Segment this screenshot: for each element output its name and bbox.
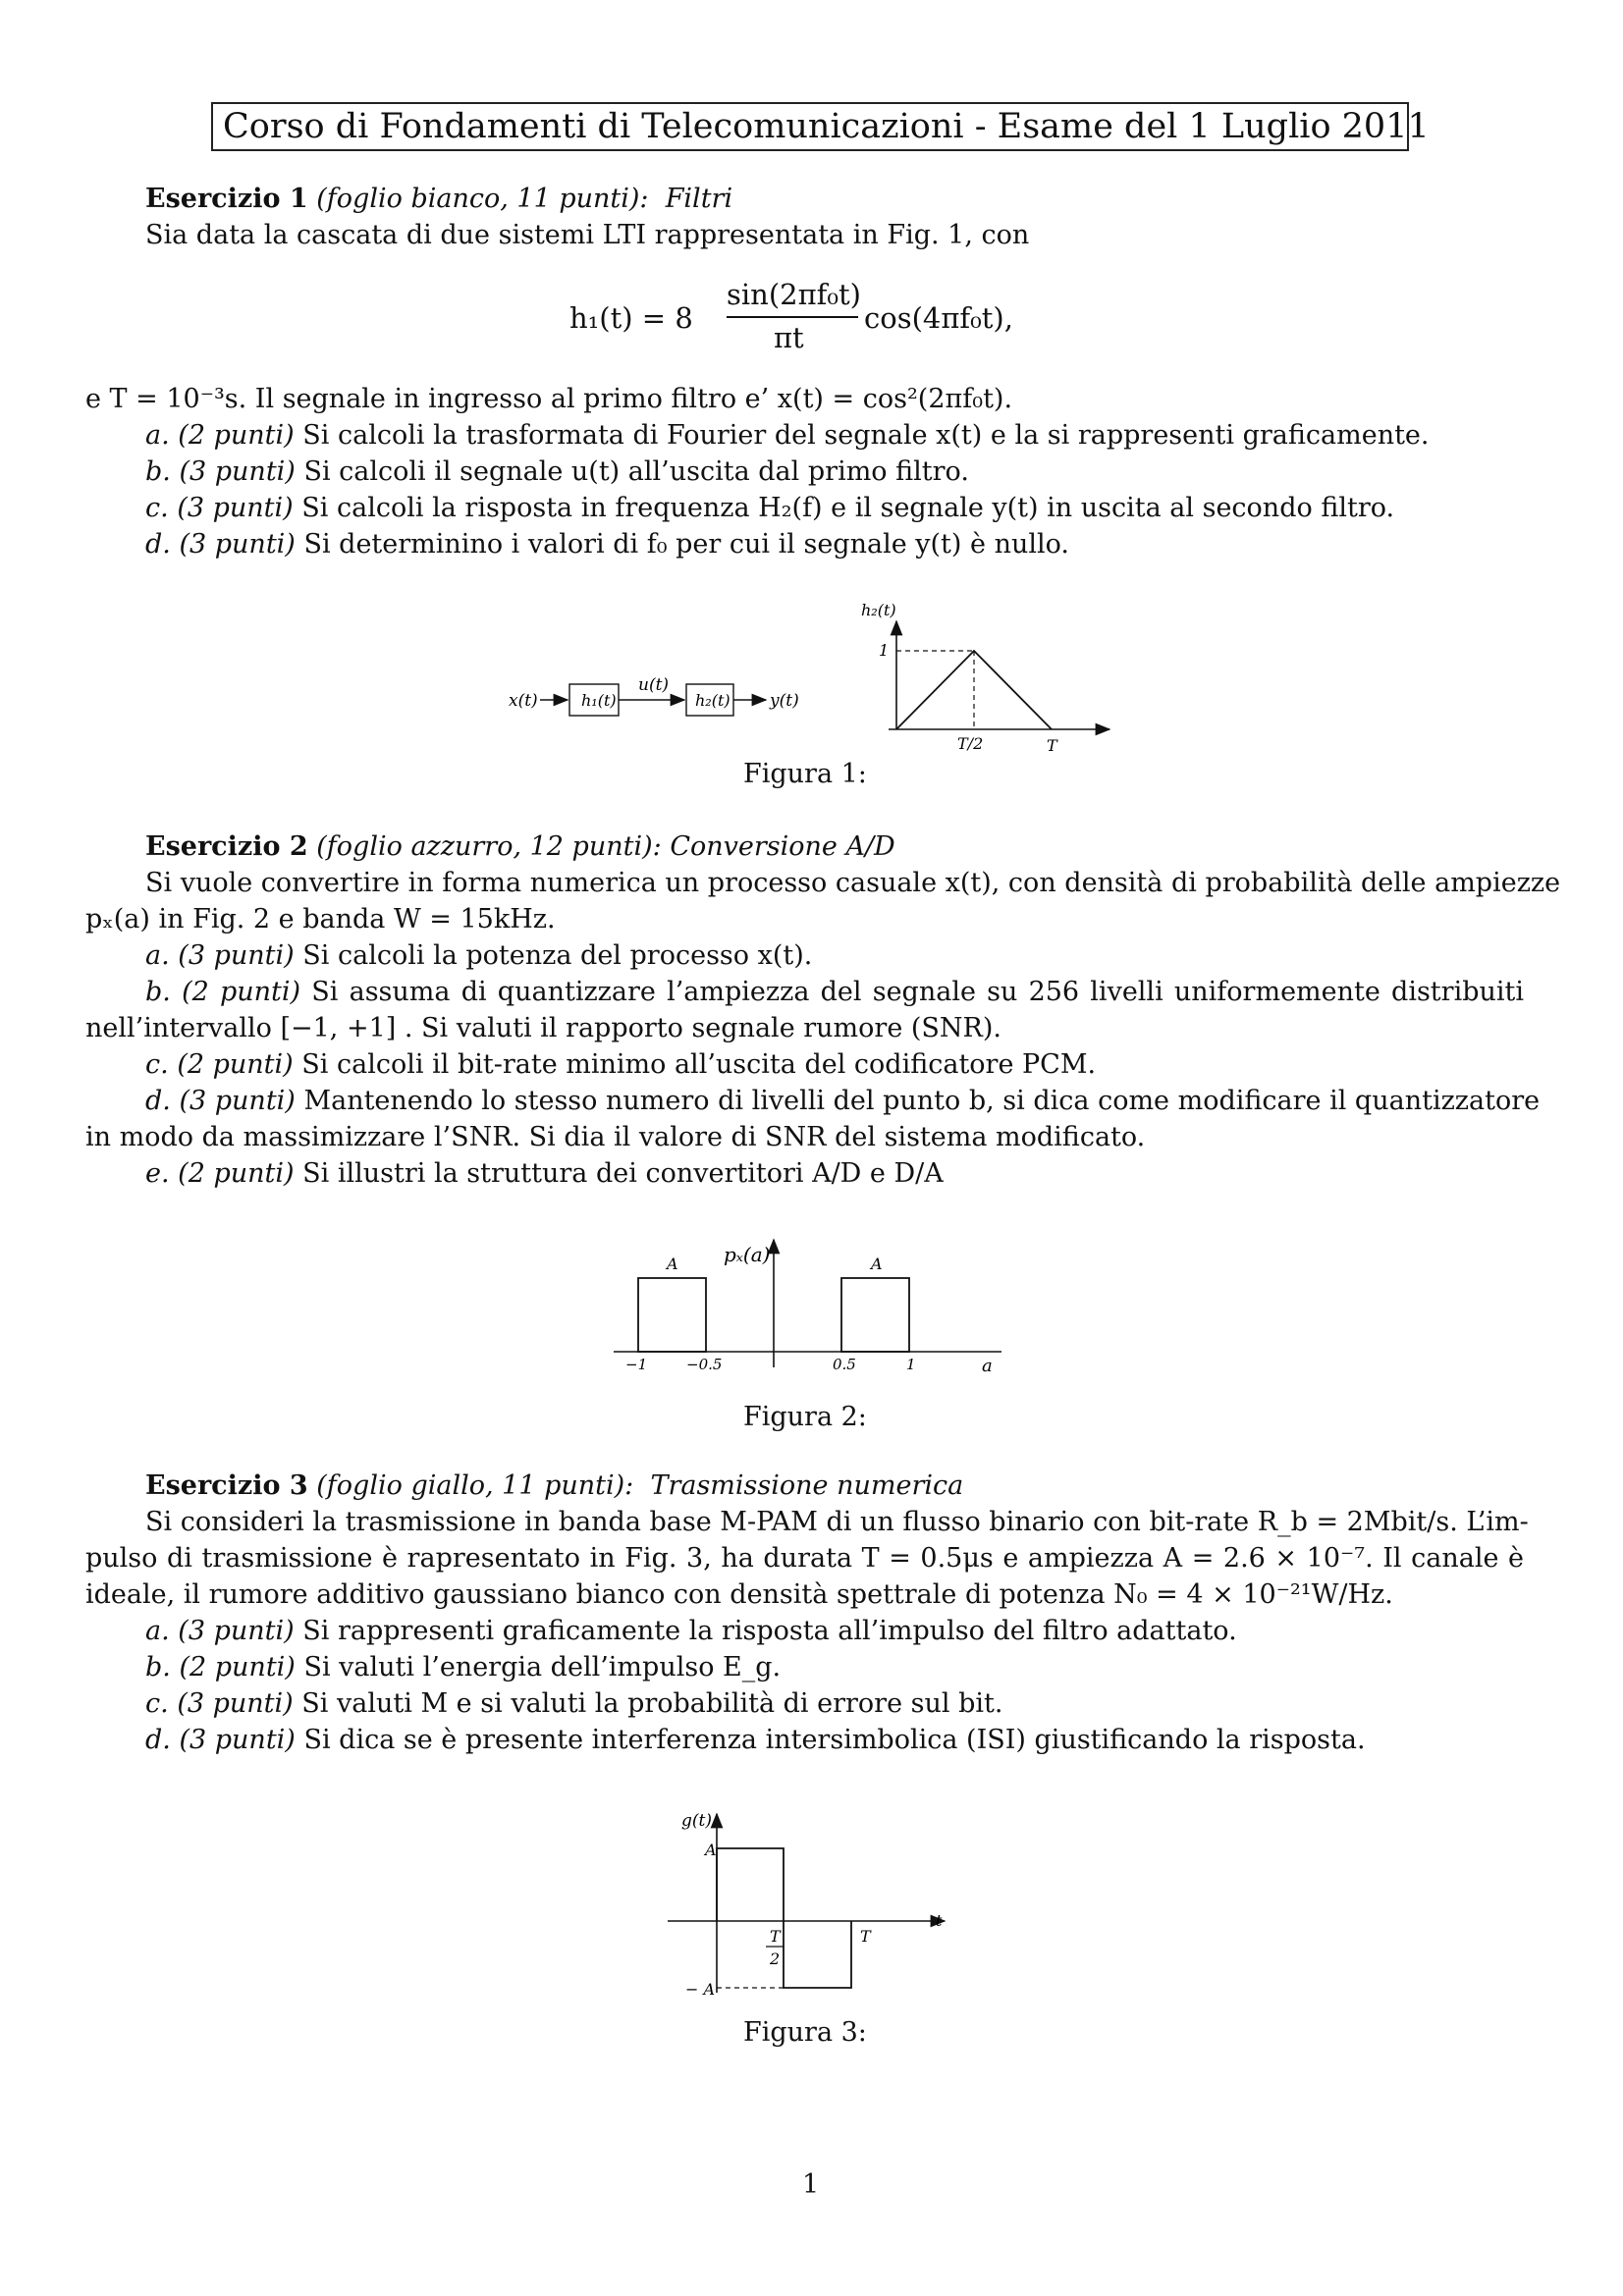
formula-rhs: cos(4πf₀t), bbox=[864, 301, 1013, 335]
item-points: (3 punti) bbox=[179, 1725, 296, 1755]
exercise-2-topic: Conversione A/D bbox=[670, 831, 895, 862]
formula-denominator: πt bbox=[774, 321, 804, 354]
figure-3-caption: Figura 3: bbox=[743, 2017, 867, 2048]
item-points: (3 punti) bbox=[177, 493, 294, 523]
item-text: Si dica se è presente interferenza intersimbolica (ISI) giustificando la risposta. bbox=[303, 1725, 1366, 1755]
exercise-1-item-b bbox=[145, 454, 969, 490]
h1-formula bbox=[569, 280, 1080, 368]
exercise-2-intro-line-2: pₓ(a) in Fig. 2 e banda W = 15kHz. bbox=[85, 904, 556, 934]
page-number: 1 bbox=[802, 2169, 820, 2200]
exercise-3-label: Esercizio 3 bbox=[145, 1470, 308, 1501]
figure-3 bbox=[668, 1806, 962, 2002]
fig2-tick-p1: 1 bbox=[906, 1356, 916, 1373]
fig2-tick-m1: −1 bbox=[625, 1356, 648, 1373]
item-text: Si rappresenti graficamente la risposta all’impulso del filtro adattato. bbox=[302, 1616, 1237, 1646]
exercise-2-item-c bbox=[145, 1047, 1096, 1083]
fig2-tick-m05: −0.5 bbox=[686, 1356, 723, 1373]
exercise-3-item-c bbox=[145, 1686, 1002, 1722]
exercise-1-after-formula: e T = 10⁻³s. Il segnale in ingresso al primo filtro e’ x(t) = cos²(2πf₀t). bbox=[85, 384, 1013, 414]
exercise-3-intro-line-1: Si consideri la trasmissione in banda base M-PAM di un flusso binario con bit-rate R_b = 2Mbit/s. L’im- bbox=[145, 1507, 1529, 1537]
fig2-tick-p05: 0.5 bbox=[833, 1356, 856, 1373]
item-points: (3 punti) bbox=[179, 529, 296, 560]
item-text: Si calcoli la potenza del processo x(t). bbox=[302, 940, 813, 971]
item-points: (2 punti) bbox=[178, 1158, 295, 1189]
fig1-h2-axis-label: h₂(t) bbox=[861, 601, 896, 619]
item-points: (3 punti) bbox=[178, 940, 295, 971]
exercise-3-topic: Trasmissione numerica bbox=[650, 1470, 964, 1501]
item-letter: c. bbox=[145, 493, 169, 523]
exercise-3-intro-line-2: pulso di trasmissione è rapresentato in Fig. 3, ha durata T = 0.5μs e ampiezza A = 2.6 × 10⁻⁷. Il canale è bbox=[85, 1543, 1524, 1574]
fig3-T-half-num: T bbox=[770, 1927, 781, 1946]
fig3-A-label: A bbox=[705, 1841, 717, 1859]
item-points: (3 punti) bbox=[177, 1688, 294, 1719]
exercise-1-item-c bbox=[145, 491, 1394, 526]
item-text: Si determinino i valori di f₀ per cui il segnale y(t) è nullo. bbox=[303, 529, 1069, 560]
item-text: Si assuma di quantizzare l’ampiezza del segnale su 256 livelli uniformemente distribuiti bbox=[311, 977, 1524, 1007]
fig2-right-rect bbox=[841, 1278, 909, 1352]
exercise-2-item-b-line-1 bbox=[145, 975, 1524, 1010]
item-letter: e. bbox=[145, 1158, 170, 1189]
item-points: (3 punti) bbox=[179, 1086, 296, 1116]
item-letter: d. bbox=[145, 1086, 171, 1116]
fig1-h2-label: h₂(t) bbox=[695, 691, 730, 710]
fig3-pulse bbox=[717, 1848, 851, 1988]
exercise-2-intro-line-1: Si vuole convertire in forma numerica un processo casuale x(t), con densità di probabilità delle ampiezze bbox=[145, 868, 1561, 898]
exercise-3-item-a bbox=[145, 1614, 1237, 1649]
exercise-1-label: Esercizio 1 bbox=[145, 184, 308, 214]
item-letter: b. bbox=[145, 977, 171, 1007]
item-letter: a. bbox=[145, 1616, 170, 1646]
exercise-1-meta: (foglio bianco, 11 punti): bbox=[316, 184, 649, 214]
exercise-2-item-b-line-2: nell’intervallo [−1, +1] . Si valuti il rapporto segnale rumore (SNR). bbox=[85, 1013, 1001, 1043]
figure-1-caption: Figura 1: bbox=[743, 759, 867, 789]
item-text: Si calcoli la trasformata di Fourier del segnale x(t) e la si rappresenti graficamente. bbox=[302, 420, 1430, 451]
item-text: Mantenendo lo stesso numero di livelli del punto b, si dica come modificare il quantizzatore bbox=[303, 1086, 1541, 1116]
fig2-left-rect bbox=[638, 1278, 706, 1352]
fraction-bar bbox=[727, 316, 858, 318]
exercise-2-meta: (foglio azzurro, 12 punti): bbox=[316, 831, 662, 862]
fig1-one-label: 1 bbox=[879, 641, 890, 660]
fig2-left-A: A bbox=[667, 1255, 678, 1273]
item-letter: d. bbox=[145, 1725, 171, 1755]
item-points: (2 punti) bbox=[179, 1652, 296, 1682]
page-title-text: Corso di Fondamenti di Telecomunicazioni - Esame del 1 Luglio 2011 bbox=[223, 107, 1430, 146]
exercise-2-heading bbox=[145, 829, 895, 865]
exercise-3-item-d bbox=[145, 1723, 1366, 1758]
figure-1 bbox=[491, 594, 1119, 771]
fig1-y-label: y(t) bbox=[770, 691, 799, 711]
exercise-2-item-a bbox=[145, 938, 812, 974]
figure-2 bbox=[604, 1232, 1016, 1379]
page-title bbox=[211, 102, 1430, 151]
fig3-mA-label: − A bbox=[685, 1980, 716, 1999]
item-letter: a. bbox=[145, 420, 170, 451]
item-letter: c. bbox=[145, 1688, 169, 1719]
fig1-t-half-label: T/2 bbox=[957, 734, 984, 753]
item-text: Si calcoli il segnale u(t) all’uscita dal primo filtro. bbox=[303, 456, 969, 487]
exercise-2-item-d-line-2: in modo da massimizzare l’SNR. Si dia il valore di SNR del sistema modificato. bbox=[85, 1122, 1146, 1152]
exercise-3-meta: (foglio giallo, 11 punti): bbox=[316, 1470, 634, 1501]
item-points: (2 punti) bbox=[182, 977, 301, 1007]
fig1-t-label: T bbox=[1047, 736, 1057, 755]
item-text: Si illustri la struttura dei convertitori A/D e D/A bbox=[302, 1158, 944, 1189]
formula-numerator: sin(2πf₀t) bbox=[727, 278, 861, 311]
exercise-2-item-d-line-1 bbox=[145, 1084, 1541, 1119]
exercise-3-heading bbox=[145, 1468, 963, 1504]
exercise-1-heading bbox=[145, 182, 732, 217]
exercise-2-item-e bbox=[145, 1156, 944, 1192]
item-letter: b. bbox=[145, 1652, 171, 1682]
item-text: Si calcoli il bit-rate minimo all’uscita del codificatore PCM. bbox=[301, 1049, 1097, 1080]
item-points: (2 punti) bbox=[178, 420, 295, 451]
exercise-3-item-b bbox=[145, 1650, 781, 1685]
item-points: (2 punti) bbox=[177, 1049, 294, 1080]
item-text: Si calcoli la risposta in frequenza H₂(f) e il segnale y(t) in uscita al secondo filtro. bbox=[301, 493, 1395, 523]
exercise-1-topic: Filtri bbox=[665, 184, 733, 214]
item-points: (3 punti) bbox=[179, 456, 296, 487]
fig1-h1-label: h₁(t) bbox=[581, 691, 617, 710]
exercise-1-intro: Sia data la cascata di due sistemi LTI rappresentata in Fig. 1, con bbox=[145, 220, 1030, 250]
exercise-1-item-a bbox=[145, 418, 1430, 454]
fig1-u-label: u(t) bbox=[638, 675, 670, 695]
exercise-1-item-d bbox=[145, 527, 1069, 562]
formula-lhs: h₁(t) = 8 bbox=[569, 301, 693, 335]
fig3-T-label: T bbox=[860, 1927, 871, 1946]
fig3-T-half-den: 2 bbox=[770, 1949, 781, 1968]
item-letter: b. bbox=[145, 456, 171, 487]
figure-2-caption: Figura 2: bbox=[743, 1402, 867, 1432]
fig2-axis-label: pₓ(a) bbox=[724, 1243, 771, 1266]
fig3-axis-label: g(t) bbox=[681, 1811, 712, 1831]
fig2-right-A: A bbox=[871, 1255, 883, 1273]
item-text: Si valuti M e si valuti la probabilità di errore sul bit. bbox=[301, 1688, 1003, 1719]
exercise-2-label: Esercizio 2 bbox=[145, 831, 308, 862]
fig3-t-label: t bbox=[936, 1911, 943, 1930]
fig1-x-label: x(t) bbox=[509, 691, 538, 711]
item-letter: c. bbox=[145, 1049, 169, 1080]
fig2-a-label: a bbox=[982, 1356, 993, 1376]
item-letter: a. bbox=[145, 940, 170, 971]
item-letter: d. bbox=[145, 529, 171, 560]
exercise-3-intro-line-3: ideale, il rumore additivo gaussiano bianco con densità spettrale di potenza N₀ = 4 × 10⁻²¹W/Hz. bbox=[85, 1579, 1393, 1610]
item-text: Si valuti l’energia dell’impulso E_g. bbox=[303, 1652, 782, 1682]
item-points: (3 punti) bbox=[178, 1616, 295, 1646]
